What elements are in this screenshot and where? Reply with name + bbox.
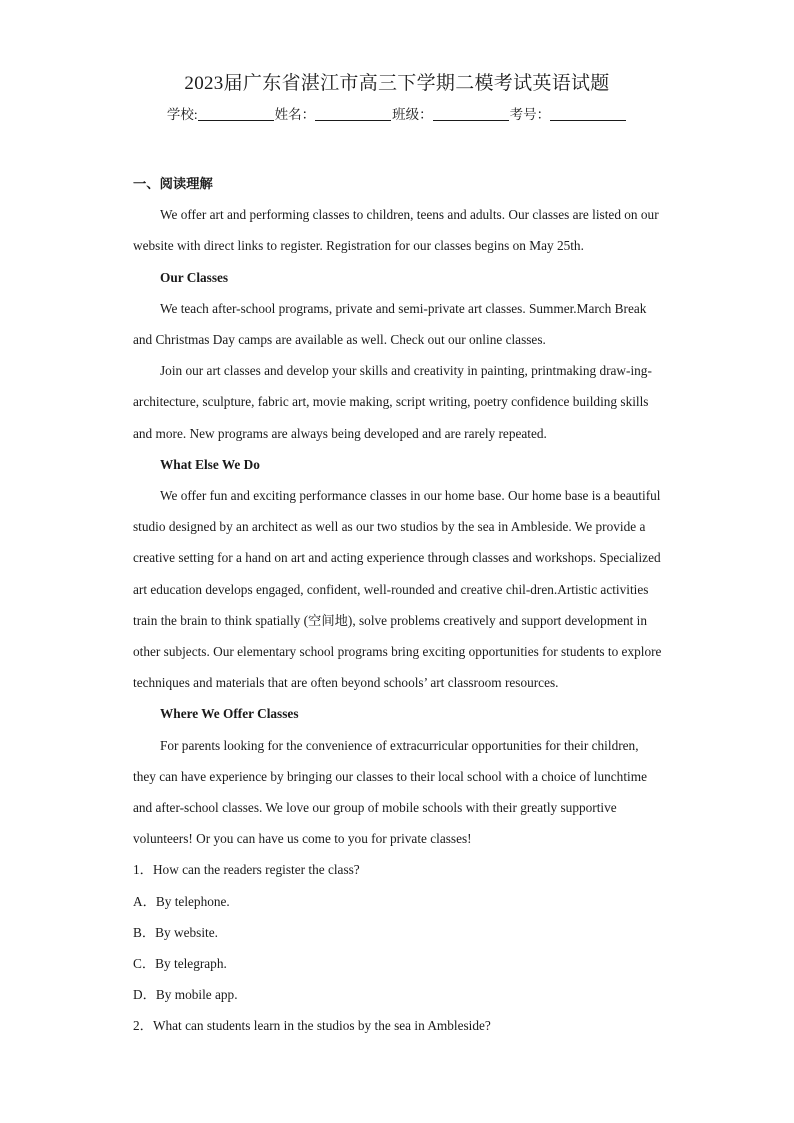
reading-section — [133, 168, 663, 1042]
paragraph-2: Join our art classes and develop your skills and creativity in painting, printmaking draw-ing- architecture, sculpture, fabric art, movie making, script writing, poetry confidence building skills and more. New programs are always being developed and are rarely repeated. — [133, 363, 652, 441]
paragraph-4: For parents looking for the convenience of extracurricular opportunities for their children, they can have experience by bringing our classes to their local school with a choice of lunchtime and after-school classes. We love our group of mobile schools with their greatly supportive volunteers! Or you can have us come to you for private classes! — [133, 737, 647, 847]
number-blank[interactable] — [550, 106, 626, 121]
paragraph-1: We teach after-school programs, private and semi-private art classes. Summer.March Break and Christmas Day camps are available as well. Check out our online classes. — [133, 300, 647, 348]
heading-our-classes: Our Classes — [160, 269, 229, 285]
number-label: 考号： — [509, 107, 551, 122]
option-b[interactable]: B．By website. — [133, 924, 218, 940]
name-label: 姓名： — [274, 107, 316, 122]
school-blank[interactable] — [198, 106, 274, 121]
question-2: 2．What can students learn in the studios by the sea in Ambleside? — [133, 1018, 491, 1034]
heading-what-else: What Else We Do — [160, 456, 260, 472]
student-info-line — [0, 103, 794, 123]
class-label: 班级： — [392, 107, 433, 122]
option-c[interactable]: C．By telegraph. — [133, 956, 227, 972]
option-a[interactable]: A．By telephone. — [133, 893, 230, 909]
paragraph-3: We offer fun and exciting performance classes in our home base. Our home base is a beautiful studio designed by an architect as well as our two studios by the sea in Ambleside. We provide a creative setting for a hand on art and acting experience through classes and workshops. Specialized art education develops engaged, confident, well-rounded and creative chil-dren.Artistic activities train the brain to think spatially (空间地), solve problems creatively and support development in other subjects. Our elementary school programs bring exciting opportunities for students to explore techniques and materials that are often beyond schools’ art classroom resources. — [133, 488, 662, 691]
heading-where: Where We Offer Classes — [160, 706, 299, 722]
section-title: 一、阅读理解 — [133, 176, 213, 191]
intro-paragraph: We offer art and performing classes to children, teens and adults. Our classes are listed on our website with direct links to register. Registration for our classes begins on May 25th. — [133, 207, 659, 254]
school-label: 学校: — [166, 107, 198, 122]
name-blank[interactable] — [315, 106, 391, 121]
option-d[interactable]: D．By mobile app. — [133, 987, 238, 1003]
page-title: 2023届广东省湛江市高三下学期二模考试英语试题 — [184, 73, 610, 94]
question-1: 1．How can the readers register the class? — [133, 862, 360, 878]
class-blank[interactable] — [433, 106, 509, 121]
